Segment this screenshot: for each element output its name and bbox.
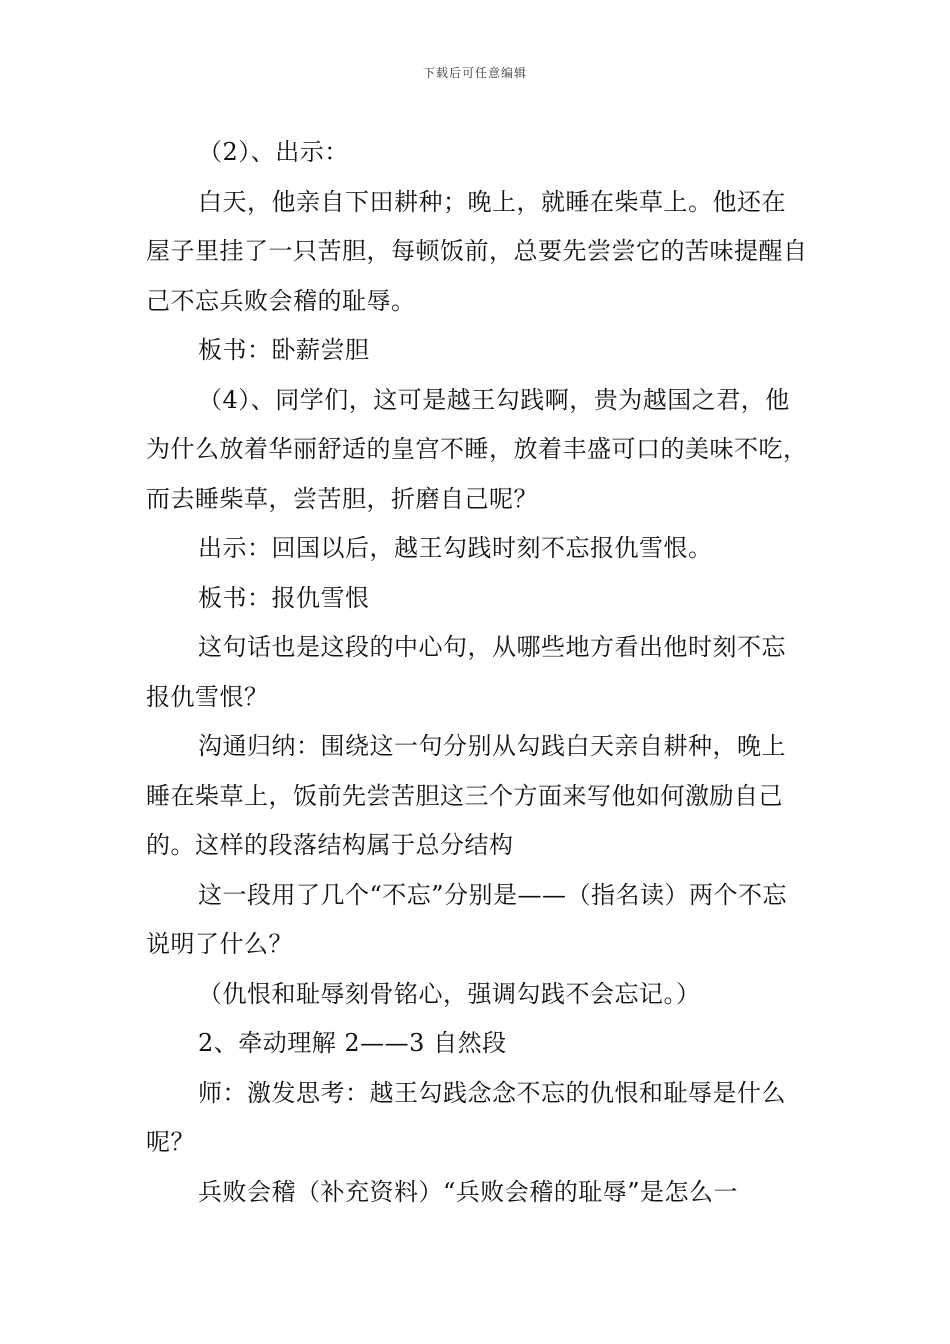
paragraph-summary: 沟通归纳：围绕这一句分别从勾践白天亲自耕种，晚上睡在柴草上，饭前先尝苦胆这三个方面来写他如何激励自己的。这样的段落结构属于总分结构 <box>146 732 786 859</box>
paragraph-daytime: 白天，他亲自下田耕种；晚上，就睡在柴草上。他还在屋子里挂了一只苦胆，每顿饭前，总要先尝尝它的苦味提醒自己不忘兵败会稽的耻辱。 <box>146 187 808 315</box>
document-body <box>146 128 810 1217</box>
paragraph-show-return: 出示：回国以后，越王勾践时刻不忘报仇雪恨。 <box>198 534 713 562</box>
paragraph-central-sentence: 这句话也是这段的中心句，从哪些地方看出他时刻不忘报仇雪恨？ <box>146 633 786 711</box>
paragraph-not-forget: 这一段用了几个“不忘”分别是——（指名读）两个不忘说明了什么？ <box>146 880 788 958</box>
paragraph-show-2: （2）、出示： <box>198 138 349 166</box>
paragraph-board-1: 板书：卧薪尝胆 <box>198 336 370 364</box>
page-header: 下载后可任意编辑 <box>422 66 527 80</box>
paragraph-answer: （仇恨和耻辱刻骨铭心，强调勾践不会忘记。） <box>198 979 701 1008</box>
paragraph-question-4: （4）、同学们，这可是越王勾践啊，贵为越国之君，他为什么放着华丽舒适的皇宫不睡，放着丰盛可口的美味不吃，而去睡柴草，尝苦胆，折磨自己呢？ <box>146 385 808 513</box>
paragraph-defeat: 兵败会稽（补充资料）“兵败会稽的耻辱”是怎么一 <box>198 1177 739 1206</box>
paragraph-section-2: 2、牵动理解 2——3 自然段 <box>198 1029 507 1057</box>
paragraph-teacher: 师：激发思考：越王勾践念念不忘的仇恨和耻辱是什么呢？ <box>146 1078 786 1156</box>
paragraph-board-2: 板书：报仇雪恨 <box>198 583 370 612</box>
